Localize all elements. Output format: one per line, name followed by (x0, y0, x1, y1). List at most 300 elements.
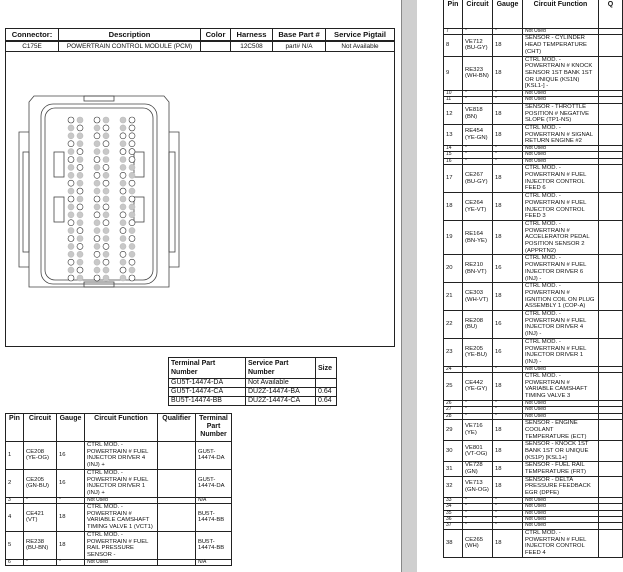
connector-pin (77, 172, 83, 178)
connector-pin (120, 157, 126, 163)
gauge-cell: 18 (493, 373, 523, 401)
connector-pin (129, 251, 135, 257)
gauge-cell: * (493, 158, 523, 164)
connector-pin (120, 228, 126, 234)
table-row (444, 311, 623, 339)
function-cell: Not Used (523, 97, 599, 103)
gauge-cell: * (493, 91, 523, 97)
connector-pin (103, 267, 109, 273)
pin-cell: 14 (444, 146, 463, 152)
connector-pin (120, 149, 126, 155)
connector-pin (120, 267, 126, 273)
function-cell: CTRL MOD. - POWERTRAIN # VARIABLE CAMSHAFT TIMING VALVE 3 (523, 373, 599, 401)
connector-pin (94, 259, 100, 265)
connector-pin (103, 188, 109, 194)
function-cell: Not Used (523, 91, 599, 97)
connector-pin (77, 275, 83, 281)
connector-pin (94, 157, 100, 163)
gauge-cell: 18 (493, 124, 523, 145)
gauge-cell: 18 (493, 165, 523, 193)
gauge-cell: 18 (493, 476, 523, 497)
connector-pin (120, 275, 126, 281)
pin-cell: 25 (444, 373, 463, 401)
connector-pin (94, 180, 100, 186)
connector-pin (94, 188, 100, 194)
connector-pin (68, 125, 74, 131)
pin-cell: 30 (444, 441, 463, 462)
connector-pin (103, 243, 109, 249)
header-harness: Harness (231, 29, 273, 42)
connector-pin (94, 164, 100, 170)
circuit-cell: VE713 (GN-OG) (463, 476, 493, 497)
pin-cell: 5 (6, 531, 24, 559)
gauge-cell: * (57, 497, 85, 503)
header-base-part: Base Part # (273, 29, 326, 42)
gauge-cell: * (493, 413, 523, 419)
connector-pin (103, 164, 109, 170)
function-cell: Not Used (85, 559, 158, 565)
header-connector: Connector: (6, 29, 59, 42)
function-cell: Not Used (523, 29, 599, 35)
qualifier-cell (599, 311, 623, 339)
circuit-cell: CE421 (VT) (24, 504, 57, 532)
terminal-cell: N/A (196, 497, 232, 503)
function-cell: CTRL MOD. - POWERTRAIN # ACCELERATOR PEDAL POSITION SENSOR 2 (APPRTN2) (523, 220, 599, 255)
connector-pin (120, 243, 126, 249)
connector-pin (103, 149, 109, 155)
circuit-cell: * (463, 517, 493, 523)
connector-pin (94, 275, 100, 281)
qualifier-cell (599, 193, 623, 221)
connector-pin (103, 228, 109, 234)
table-row (6, 531, 232, 559)
connector-pin (68, 172, 74, 178)
qualifier-cell (599, 283, 623, 311)
gauge-cell: * (57, 559, 85, 565)
connector-pin (129, 180, 135, 186)
circuit-cell: RE454 (YE-GN) (463, 124, 493, 145)
qualifier-cell (599, 462, 623, 476)
connector-pin (103, 251, 109, 257)
table-row (444, 35, 623, 56)
qualifier-cell (599, 35, 623, 56)
gauge-cell: 18 (493, 283, 523, 311)
circuit-cell: * (463, 407, 493, 413)
terminal-cell: BU5T-14474-BB (196, 504, 232, 532)
terminal-part-cell: BU5T-14474-BB (169, 397, 246, 406)
function-cell: CTRL MOD. - POWERTRAIN # FUEL INJECTOR CONTROL FEED 3 (523, 193, 599, 221)
connector-pin (68, 188, 74, 194)
pin-cell: 19 (444, 220, 463, 255)
qualifier-cell (599, 529, 623, 557)
header-qualifier: Q (599, 0, 623, 29)
connector-pin (103, 180, 109, 186)
service-part-cell: DU2Z-14474-CA (246, 397, 316, 406)
terminal-row (169, 397, 337, 406)
connector-pin (103, 236, 109, 242)
terminal-row (169, 379, 337, 388)
gauge-cell: * (493, 407, 523, 413)
connector-pin (94, 204, 100, 210)
table-row (444, 338, 623, 366)
connector-pin (94, 243, 100, 249)
connector-pin (94, 133, 100, 139)
terminal-part-cell: GU5T-14474-DA (169, 379, 246, 388)
connector-pin (77, 212, 83, 218)
header-qualifier: Qualifier (158, 414, 196, 442)
connector-pin (129, 236, 135, 242)
gauge-cell: * (493, 97, 523, 103)
function-cell: Not Used (523, 510, 599, 516)
table-row (444, 124, 623, 145)
connector-pin (77, 125, 83, 131)
gauge-cell: * (493, 523, 523, 529)
table-row (444, 373, 623, 401)
connector-pin (68, 204, 74, 210)
function-cell: Not Used (523, 152, 599, 158)
pin-cell: 34 (444, 504, 463, 510)
connector-pin (68, 149, 74, 155)
connector-pin (103, 212, 109, 218)
qualifier-cell (599, 476, 623, 497)
header-terminal-part-number: Terminal Part Number (196, 414, 232, 442)
connector-pin (77, 267, 83, 273)
connector-pin (129, 172, 135, 178)
qualifier-cell (599, 420, 623, 441)
connector-pin (77, 188, 83, 194)
pin-cell: 1 (6, 442, 24, 470)
connector-pin (129, 133, 135, 139)
connector-pin (77, 228, 83, 234)
qualifier-cell (599, 338, 623, 366)
gauge-cell: * (493, 146, 523, 152)
table-row (6, 504, 232, 532)
pin-cell: 10 (444, 91, 463, 97)
function-cell: CTRL MOD. - POWERTRAIN # FUEL RAIL PRESSURE SENSOR - (85, 531, 158, 559)
qualifier-cell (158, 531, 196, 559)
function-cell: Not Used (523, 407, 599, 413)
connector-pin (120, 259, 126, 265)
terminal-row (169, 388, 337, 397)
connector-pin (120, 188, 126, 194)
connector-pin (129, 149, 135, 155)
pin-cell: 37 (444, 523, 463, 529)
function-cell: SENSOR - DELTA PRESSURE FEEDBACK EGR (DPFE) (523, 476, 599, 497)
connector-pin (120, 117, 126, 123)
header-gauge: Gauge (57, 414, 85, 442)
connector-pin (94, 125, 100, 131)
pin-cell: 2 (6, 469, 24, 497)
qualifier-cell (158, 442, 196, 470)
circuit-cell: * (463, 29, 493, 35)
pin-cell: 7 (444, 29, 463, 35)
circuit-cell: VE716 (YE) (463, 420, 493, 441)
connector-pin (103, 141, 109, 147)
circuit-cell: * (463, 97, 493, 103)
qualifier-cell (599, 103, 623, 124)
terminal-cell: BU5T-14474-BB (196, 531, 232, 559)
connector-pin (129, 228, 135, 234)
service-part-cell: Not Available (246, 379, 316, 388)
circuit-cell: * (463, 504, 493, 510)
pin-cell: 24 (444, 366, 463, 372)
gauge-cell: 18 (493, 103, 523, 124)
circuit-cell: * (463, 497, 493, 503)
gauge-cell: 16 (493, 338, 523, 366)
function-cell: CTRL MOD. - POWERTRAIN # FUEL INJECTOR DRIVER 1 (INJ) + (85, 469, 158, 497)
pin-cell: 23 (444, 338, 463, 366)
connector-pin (103, 275, 109, 281)
table-row (444, 462, 623, 476)
connector-pin (103, 125, 109, 131)
pin-cell: 12 (444, 103, 463, 124)
qualifier-cell (158, 559, 196, 565)
header-color: Color (201, 29, 231, 42)
table-row (444, 165, 623, 193)
connector-pin (129, 196, 135, 202)
table-row (444, 441, 623, 462)
qualifier-cell (158, 504, 196, 532)
connector-pin (77, 180, 83, 186)
connector-pin (68, 236, 74, 242)
table-row (444, 283, 623, 311)
connector-pin (94, 141, 100, 147)
circuit-cell: * (24, 559, 57, 565)
table-row (444, 56, 623, 91)
connector-pin (129, 275, 135, 281)
pin-cell: 8 (444, 35, 463, 56)
connector-pin (120, 172, 126, 178)
circuit-cell: * (463, 91, 493, 97)
function-cell: Not Used (523, 366, 599, 372)
pin-cell: 21 (444, 283, 463, 311)
terminal-part-cell: GU5T-14474-CA (169, 388, 246, 397)
connector-pin (103, 157, 109, 163)
connector-pin (77, 117, 83, 123)
circuit-cell: * (463, 400, 493, 406)
circuit-cell: RE238 (BU-BN) (24, 531, 57, 559)
function-cell: SENSOR - KNOCK 1ST BANK 1ST OR UNIQUE (KS1P) [KSL1+] (523, 441, 599, 462)
gauge-cell: 18 (493, 56, 523, 91)
connector-pin (77, 236, 83, 242)
table-row (444, 103, 623, 124)
connector-pin (68, 196, 74, 202)
circuit-cell: CE264 (YE-VT) (463, 193, 493, 221)
table-row (444, 255, 623, 283)
function-cell: Not Used (523, 517, 599, 523)
connector-pin (77, 259, 83, 265)
connector-pin (120, 236, 126, 242)
pin-cell: 28 (444, 413, 463, 419)
connector-pin (103, 117, 109, 123)
connector-pin (94, 220, 100, 226)
connector-pin (103, 172, 109, 178)
connector-pin (68, 259, 74, 265)
pin-cell: 35 (444, 510, 463, 516)
gauge-cell: * (493, 366, 523, 372)
connector-pin (120, 125, 126, 131)
connector-pin (68, 275, 74, 281)
connector-pin (103, 220, 109, 226)
function-cell: Not Used (523, 523, 599, 529)
connector-pin (77, 243, 83, 249)
connector-pin (120, 204, 126, 210)
header-size: Size (316, 358, 337, 379)
pin-table-left (5, 413, 232, 566)
connector-pin (68, 212, 74, 218)
connector-pin (94, 236, 100, 242)
pin-cell: 38 (444, 529, 463, 557)
pin-cell: 16 (444, 158, 463, 164)
connector-harness: 12C508 (231, 41, 273, 52)
circuit-cell: CE265 (WH) (463, 529, 493, 557)
connector-pin (129, 157, 135, 163)
table-row (444, 476, 623, 497)
connector-pin (120, 212, 126, 218)
gauge-cell: * (493, 29, 523, 35)
connector-pin (120, 164, 126, 170)
function-cell: CTRL MOD. - POWERTRAIN # FUEL INJECTOR DRIVER 6 (INJ) - (523, 255, 599, 283)
connector-pin (94, 251, 100, 257)
connector-pin (129, 125, 135, 131)
gauge-cell: 16 (57, 469, 85, 497)
connector-pin (129, 204, 135, 210)
gauge-cell: 16 (493, 311, 523, 339)
pin-cell: 27 (444, 407, 463, 413)
connector-pin (68, 228, 74, 234)
size-cell: 0.64 (316, 388, 337, 397)
gauge-cell: 18 (57, 504, 85, 532)
gauge-cell: 18 (493, 441, 523, 462)
circuit-cell: CE208 (YE-OG) (24, 442, 57, 470)
connector-pin (120, 196, 126, 202)
pin-cell: 29 (444, 420, 463, 441)
connector-pin (94, 196, 100, 202)
function-cell: CTRL MOD. - POWERTRAIN # IGNITION COIL ON PLUG ASSEMBLY 1 (COP-A) (523, 283, 599, 311)
header-circuit-function: Circuit Function (85, 414, 158, 442)
circuit-cell: * (463, 158, 493, 164)
gauge-cell: * (493, 504, 523, 510)
pin-table-right (443, 0, 623, 558)
function-cell: Not Used (523, 146, 599, 152)
header-circuit: Circuit (24, 414, 57, 442)
function-cell: CTRL MOD. - POWERTRAIN # FUEL INJECTOR DRIVER 1 (INJ) - (523, 338, 599, 366)
gauge-cell: * (493, 497, 523, 503)
connector-pin (68, 267, 74, 273)
connector-pin (77, 149, 83, 155)
table-row (444, 220, 623, 255)
terminal-cell: GU5T-14474-DA (196, 469, 232, 497)
circuit-cell: RE205 (YE-BU) (463, 338, 493, 366)
function-cell: CTRL MOD. - POWERTRAIN # VARIABLE CAMSHAFT TIMING VALVE 1 (VCT1) (85, 504, 158, 532)
connector-pin (77, 164, 83, 170)
connector-pin (103, 204, 109, 210)
connector-pin (77, 220, 83, 226)
connector-pin (94, 149, 100, 155)
function-cell: SENSOR - ENGINE COOLANT TEMPERATURE (ECT) (523, 420, 599, 441)
table-row (444, 529, 623, 557)
terminal-part-table (168, 357, 337, 406)
gauge-cell: 18 (493, 220, 523, 255)
table-row (6, 442, 232, 470)
connector-pin (77, 204, 83, 210)
pin-cell: 33 (444, 497, 463, 503)
connector-pin (120, 141, 126, 147)
function-cell: Not Used (523, 413, 599, 419)
function-cell: SENSOR - FUEL RAIL TEMPERATURE (FRT) (523, 462, 599, 476)
connector-pin (129, 267, 135, 273)
pin-cell: 3 (6, 497, 24, 503)
pin-cell: 17 (444, 165, 463, 193)
gauge-cell: 18 (493, 420, 523, 441)
size-cell: 0.64 (316, 397, 337, 406)
pin-cell: 15 (444, 152, 463, 158)
header-terminal-part: Terminal Part Number (169, 358, 246, 379)
circuit-cell: * (463, 152, 493, 158)
connector-pin (120, 133, 126, 139)
terminal-cell: GU5T-14474-DA (196, 442, 232, 470)
qualifier-cell (599, 441, 623, 462)
gauge-cell: 18 (493, 462, 523, 476)
function-cell: Not Used (523, 158, 599, 164)
connector-pin (68, 243, 74, 249)
connector-pin (94, 267, 100, 273)
circuit-cell: VE801 (VT-OG) (463, 441, 493, 462)
qualifier-cell (599, 124, 623, 145)
connector-pin (77, 196, 83, 202)
connector-pin (77, 133, 83, 139)
circuit-cell: * (463, 523, 493, 529)
table-row (444, 420, 623, 441)
function-cell: SENSOR - THROTTLE POSITION # NEGATIVE SLOPE (TP1-NS) (523, 103, 599, 124)
table-row (6, 469, 232, 497)
function-cell: CTRL MOD. - POWERTRAIN # FUEL INJECTOR CONTROL FEED 6 (523, 165, 599, 193)
header-service-part: Service Part Number (246, 358, 316, 379)
service-part-cell: DU2Z-14474-BA (246, 388, 316, 397)
pin-cell: 9 (444, 56, 463, 91)
qualifier-cell (599, 165, 623, 193)
qualifier-cell (599, 255, 623, 283)
gauge-cell: 18 (493, 35, 523, 56)
connector-service-pigtail: Not Available (326, 41, 395, 52)
circuit-cell: * (463, 146, 493, 152)
connector-pin (68, 141, 74, 147)
circuit-cell: * (24, 497, 57, 503)
gauge-cell: 18 (57, 531, 85, 559)
connector-pin (68, 157, 74, 163)
connector-pin (129, 243, 135, 249)
function-cell: CTRL MOD. - POWERTRAIN # SIGNAL RETURN ENGINE #2 (523, 124, 599, 145)
connector-pin (68, 133, 74, 139)
connector-pin (129, 141, 135, 147)
qualifier-cell (158, 469, 196, 497)
connector-pin (68, 180, 74, 186)
circuit-cell: VE818 (BN) (463, 103, 493, 124)
gauge-cell: * (493, 517, 523, 523)
header-description: Description (59, 29, 201, 42)
qualifier-cell (599, 373, 623, 401)
pin-cell: 31 (444, 462, 463, 476)
circuit-cell: RE208 (BU) (463, 311, 493, 339)
function-cell: CTRL MOD. - POWERTRAIN # FUEL INJECTOR CONTROL FEED 4 (523, 529, 599, 557)
pin-cell: 13 (444, 124, 463, 145)
qualifier-cell (599, 56, 623, 91)
function-cell: Not Used (523, 504, 599, 510)
pin-cell: 36 (444, 517, 463, 523)
circuit-cell: * (463, 366, 493, 372)
connector-pin (94, 228, 100, 234)
size-cell (316, 379, 337, 388)
